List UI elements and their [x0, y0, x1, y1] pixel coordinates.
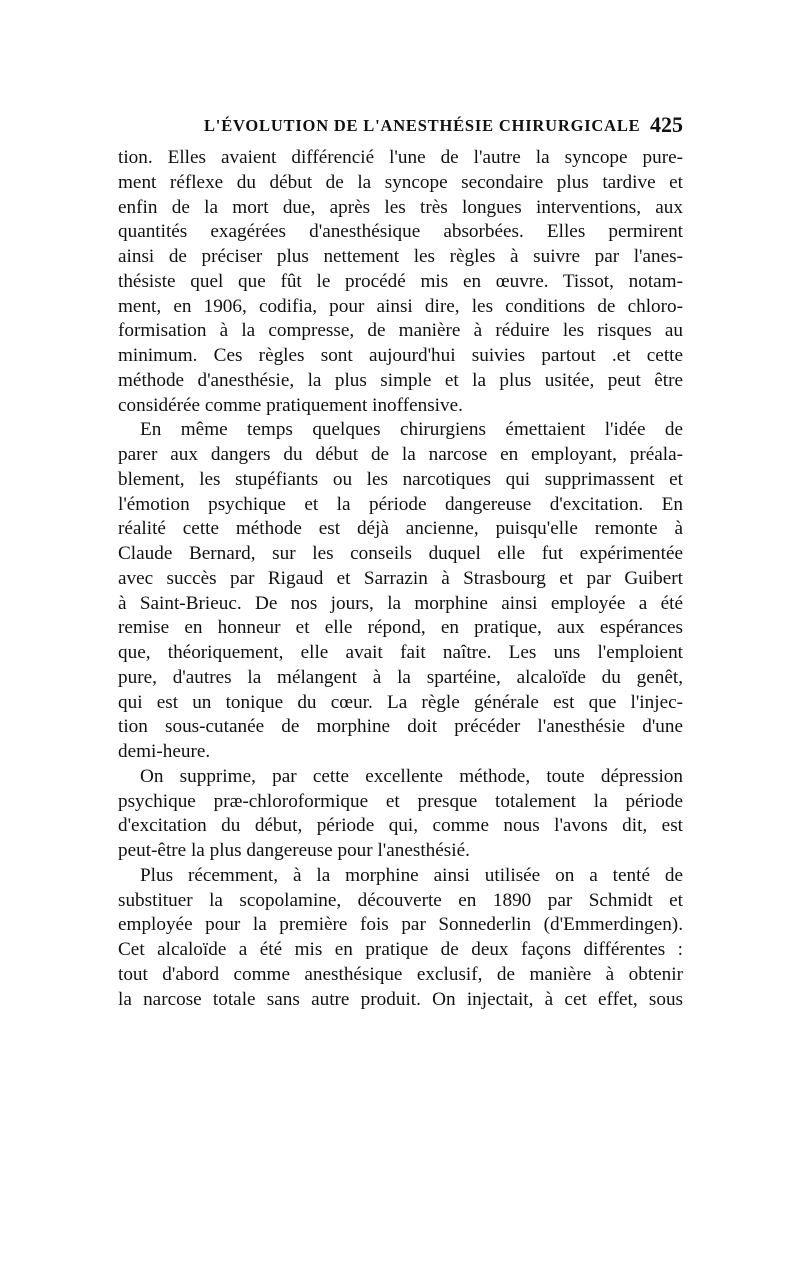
text-line: réalité cette méthode est déjà ancienne, puisqu'elle remonte à — [118, 518, 683, 540]
text-line: tion sous-cutanée de morphine doit précéder l'anesthésie d'une — [118, 716, 683, 738]
text-line: quantités exagérées d'anesthésique absorbées. Elles permirent — [118, 221, 683, 243]
text-line: En même temps quelques chirurgiens émettaient l'idée de — [140, 419, 683, 441]
text-line: avec succès par Rigaud et Sarrazin à Strasbourg et par Guibert — [118, 567, 683, 589]
text-line: d'excitation du début, période qui, comme nous l'avons dit, est — [118, 815, 683, 837]
text-line: enfin de la mort due, après les très longues interventions, aux — [118, 196, 683, 218]
text-line: psychique præ-chloroformique et presque totalement la période — [118, 790, 683, 812]
text-line: Plus récemment, à la morphine ainsi utilisée on a tenté de — [140, 864, 683, 886]
running-title: L'ÉVOLUTION DE L'ANESTHÉSIE CHIRURGICALE — [204, 116, 641, 135]
text-line: tout d'abord comme anesthésique exclusif, de manière à obtenir — [118, 963, 683, 985]
text-line: substituer la scopolamine, découverte en 1890 par Schmidt et — [118, 889, 683, 911]
text-line: méthode d'anesthésie, la plus simple et la plus usitée, peut être — [118, 369, 683, 391]
text-body — [118, 146, 683, 1012]
running-head — [118, 112, 683, 142]
text-line: demi-heure. — [118, 741, 211, 762]
text-line: peut-être la plus dangereuse pour l'anesthésié. — [118, 840, 470, 861]
text-line: parer aux dangers du début de la narcose en employant, préala- — [118, 444, 683, 465]
text-line: Claude Bernard, sur les conseils duquel elle fut expérimentée — [118, 543, 683, 564]
text-line: Cet alcaloïde a été mis en pratique de deux façons différentes : — [118, 939, 683, 960]
text-line: que, théoriquement, elle avait fait naître. Les uns l'emploient — [118, 642, 683, 663]
text-line: à Saint-Brieuc. De nos jours, la morphine ainsi employée a été — [118, 592, 683, 614]
text-line: pure, d'autres la mélangent à la spartéine, alcaloïde du genêt, — [118, 666, 683, 688]
text-line: employée pour la première fois par Sonnederlin (d'Emmerdingen). — [118, 914, 683, 936]
text-line: considérée comme pratiquement inoffensive. — [118, 394, 463, 416]
text-line: l'émotion psychique et la période dangereuse d'excitation. En — [118, 493, 683, 515]
text-line: ainsi de préciser plus nettement les règles à suivre par l'anes- — [118, 246, 683, 267]
text-line: On supprime, par cette excellente méthode, toute dépression — [140, 765, 683, 787]
text-line: tion. Elles avaient différencié l'une de l'autre la syncope pure- — [118, 147, 683, 168]
text-line: blement, les stupéfiants ou les narcotiques qui supprimassent et — [118, 468, 683, 490]
text-line: la narcose totale sans autre produit. On injectait, à cet effet, sous — [118, 988, 683, 1010]
text-line: thésiste quel que fût le procédé mis en œuvre. Tissot, notam- — [118, 270, 683, 292]
text-line: ment réflexe du début de la syncope secondaire plus tardive et — [118, 171, 683, 193]
text-line: remise en honneur et elle répond, en pratique, aux espérances — [118, 617, 683, 639]
text-line: formisation à la compresse, de manière à réduire les risques au — [118, 320, 683, 342]
text-line: minimum. Ces règles sont aujourd'hui suivies partout .et cette — [118, 345, 683, 366]
page-number: 425 — [650, 112, 683, 137]
text-line: ment, en 1906, codifia, pour ainsi dire, les conditions de chloro- — [118, 295, 683, 317]
text-line: qui est un tonique du cœur. La règle générale est que l'injec- — [118, 691, 683, 713]
